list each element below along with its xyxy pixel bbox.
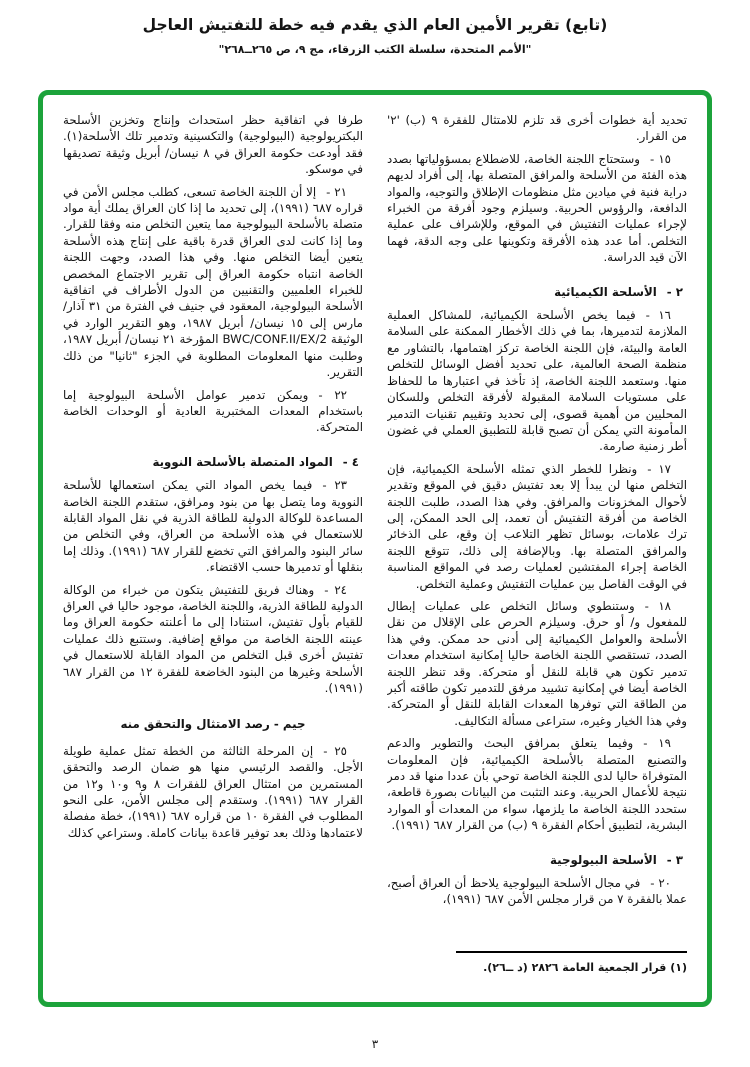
footnote-separator-rule bbox=[456, 951, 687, 953]
paragraph-text: وهناك فريق للتفتيش يتكون من خبراء من الوكالة الدولية للطاقة الذرية، واللجنة الخاصة، موجود حاليا في العراق للقيام بأول تفتيش، استنادا إلى ما أعلنته حكومة العراق وما عينته اللجنة الخاصة من مواقع إضافية. وستتبع ذلك عمليات تفتيش أخرى قبل التخلص من المواد القابلة للاستعمال في الأسلحة وغيرها من البنود الخاضعة للفقرة ١٢ من القرار ٦٨٧ (١٩٩١). bbox=[63, 582, 363, 695]
heading-text: الأسلحة الكيميائية bbox=[554, 284, 657, 299]
paragraph-number: ١٧ - bbox=[647, 461, 671, 476]
paragraph-number: ٢١ - bbox=[326, 184, 347, 199]
paragraph-text: ونظرا للخطر الذي تمثله الأسلحة الكيميائية، فإن التخلص منها لن يبدأ إلا بعد تفتيش دقيق في الموقع وتقدير لأحوال المخزونات والمرافق. وفي هذا الصدد، طلبت اللجنة الخاصة من أفرقة التفتيش أن تعمد، إلى الحد الممكن، إلى ترك علامات، بوسائل تظهر التلاعب إن وقع، على الذخائر والمرافق المتصلة بها. وبالإضافة إلى ذلك، تتوقع اللجنة الخاصة إجراء المفتشين لعمليات رصد في المواقع المناسبة في الوقت الفاصل بين عمليات التفتيش وعملية التخلص. bbox=[387, 461, 687, 591]
paragraph-22 bbox=[63, 387, 363, 436]
heading-text: الأسلحة البيولوجية bbox=[549, 852, 657, 867]
document-subtitle: "الأمم المتحدة، سلسلة الكتب الزرقاء، مج ٩، ص ٢٦٥ــ٢٦٨" bbox=[218, 43, 532, 56]
paragraph-number: ١٩ - bbox=[643, 736, 671, 751]
green-content-frame bbox=[38, 90, 712, 1007]
paragraph-text: إلا أن اللجنة الخاصة تسعى، كطلب مجلس الأمن في قراره ٦٨٧ (١٩٩١)، إلى تحديد ما إذا كان العراق يملك أية مواد متصلة بالأسلحة البيولوجية مما يتعين التخلص منه وفقا للقرار. وما إذا كانت لدى العراق قدرة باقية على إنتاج هذه الأسلحة يتعين أيضا التخلص منها. وفي هذا الصدد، وجهت اللجنة الخاصة انتباه حكومة العراق إلى تقرير الاجتماع المخصص للخبراء العلميين والتقنيين من الدول الأطراف في اتفاقية الأسلحة البيولوجية، المعقود في جنيف في الفترة من ٣١ آذار/ مارس إلى ١٥ نيسان/ أبريل ١٩٨٧، وهو التقرير الوارد في الوثيقة BWC/CONF.II/EX/2 المؤرخة ٢١ نيسان/ أبريل ١٩٨٧، وطلبت منها المعلومات المطلوبة في الجزء "ثانيا" من ذلك التقرير. bbox=[63, 184, 363, 380]
section-heading-compliance-monitoring: جيم - رصد الامتثال والتحقق منه bbox=[120, 717, 306, 732]
paragraph-17 bbox=[387, 461, 687, 592]
paragraph-18 bbox=[387, 598, 687, 729]
paragraph-number: ٢٤ - bbox=[324, 582, 347, 597]
paragraph-text: ويمكن تدمير عوامل الأسلحة البيولوجية إما باستخدام المعدات المختبرية العادية أو الوحدات الخاصة المتحركة. bbox=[63, 387, 363, 435]
paragraph-text: في مجال الأسلحة البيولوجية يلاحظ أن العراق أصبح، عملا بالفقرة ٧ من قرار مجلس الأمن ٦٨٧ (١٩٩١)، bbox=[387, 876, 687, 907]
paragraph-text: وستنطوي وسائل التخلص على عمليات إبطال للمفعول و/ أو حرق. وسيلزم الحرص على الإقلال من نقل الأسلحة والعوامل الكيميائية إلى أدنى حد ممكن. وفي هذا الصدد، تستقصي اللجنة الخاصة حاليا إمكانية استخدام معدات تدمير تكون هي قابلة للنقل أو متحركة. وقد تنظر اللجنة الخاصة أيضا في إمكانية تشييد مرفق للتدمير تكون طاقته أكبر من الطاقة التي توفرها المعدات القابلة للنقل أو المتحركة. وفي هذا الخيار وغيره، ستراعى مسألة التكاليف. bbox=[387, 598, 687, 728]
paragraph-text: إن المرحلة الثالثة من الخطة تمثل عملية طويلة الأجل. والقصد الرئيسي منها هو ضمان الرصد والتحقق المستمرين من امتثال العراق للفقرات ٨ و٩ و١٠ و١٢ من القرار ٦٨٧ (١٩٩١). وستقدم إلى مجلس الأمن، على النحو المطلوب في الفقرة ١٠ من قراره ٦٨٧ (١٩٩١)، خطة مفصلة لاعتمادها وذلك بعد توفير قاعدة بيانات كاملة. وستراعي كذلك bbox=[63, 743, 363, 840]
paragraph-number: ١٨ - bbox=[644, 598, 671, 613]
column-spacer bbox=[387, 914, 687, 951]
heading-number: ٤ - bbox=[342, 454, 359, 469]
footnote-block bbox=[387, 951, 687, 976]
column-right bbox=[387, 112, 687, 988]
page-number: ٣ bbox=[371, 1037, 379, 1051]
paragraph-15 bbox=[387, 151, 687, 266]
paragraph-19 bbox=[387, 735, 687, 833]
paragraph-text: وستحتاج اللجنة الخاصة، للاضطلاع بمسؤولياتها بصدد هذه الفئة من الأسلحة والمرافق المتصلة بها، إلى أفراد لديهم دراية فنية في ميادين مثل منظومات الإطلاق والتوجيه، والمواد الدافعة، والرؤوس الحربية. وسيلزم وجود أفرقة من الخبراء لإجراء عمليات التفتيش في الموقع، وللإشراف على عملية التخلص. أما عدد هذه الأفرقة وتكوينها على وجه الدقة، فهما الآن قيد الدراسة. bbox=[387, 151, 687, 265]
paragraph-continued-14: تحديد أية خطوات أخرى قد تلزم للامتثال للفقرة ٩ (ب) '٢' من القرار. bbox=[387, 113, 687, 144]
paragraph-24 bbox=[63, 582, 363, 697]
heading-number: ٣ - bbox=[666, 852, 683, 867]
paragraph-text: فيما يخص المواد التي يمكن استعمالها للأسلحة النووية وما يتصل بها من بنود ومرافق، ستقدم اللجنة الخاصة المساعدة للوكالة الدولية للطاقة الذرية في نقل المواد القابلة للاستعمال في هذه الأسلحة من العراق، وفي التخلص من سائر البنود والمرافق التي تخضع للقرار ٦٨٧ (١٩٩١). وذلك إما بنقلها أو تدميرها حسب الاقتضاء. bbox=[63, 478, 363, 575]
section-heading-nuclear-materials bbox=[63, 454, 363, 470]
paragraph-23 bbox=[63, 477, 363, 575]
paragraph-continued-20: طرفا في اتفاقية حظر استحداث وإنتاج وتخزين الأسلحة البكتريولوجية (البيولوجية) والتكسينية وتدمير تلك الأسلحة(١). فقد أودعت حكومة العراق في ٨ نيسان/ أبريل وثيقة تصديقها في موسكو. bbox=[63, 113, 363, 177]
page-header bbox=[0, 16, 750, 56]
paragraph-21 bbox=[63, 184, 363, 381]
paragraph-number: ٢٠ - bbox=[650, 876, 671, 891]
document-title: (تابع) تقرير الأمين العام الذي يقدم فيه خطة للتفتيش العاجل bbox=[142, 16, 608, 34]
column-left bbox=[63, 112, 363, 988]
paragraph-text: وفيما يتعلق بمرافق البحث والتطوير والدعم والتصنيع المتصلة بالأسلحة الكيميائية، فإن المعلومات المتوفراة حاليا لدى اللجنة الخاصة توحي بأن عددا منها قد دمر نتيجة للأعمال الحربية. وعند التثبت من البيانات بصورة قاطعة، ستحدد اللجنة الخاصة ما يلزمها، سواء من المعدات أو الموارد البشرية، لتطبيق أحكام الفقرة ٩ (ب) من القرار ٦٨٧ (١٩٩١). bbox=[387, 736, 687, 833]
section-heading-chemical-weapons bbox=[387, 284, 687, 300]
paragraph-number: ١٥ - bbox=[650, 151, 671, 166]
heading-number: ٢ - bbox=[666, 284, 683, 299]
paragraph-number: ٢٥ - bbox=[323, 743, 348, 758]
paragraph-text: فيما يخص الأسلحة الكيميائية، للمشاكل العملية الملازمة لتدميرها، بما في ذلك الأخطار الممكنة على السلامة العامة والبيئة، فإن اللجنة الخاصة تركز اهتمامها، بالتشاور مع منظمة الصحة العالمية، على تحديد أفضل الوسائل للتخلص منها. وستعمد اللجنة الخاصة، إذ تأخذ في اعتبارها ما للحفاظ على مستويات السلامة المقبولة لأفرقة التخلص وللسكان المحليين من أهمية قصوى، إلى تحديد وتقييم تقنيات التدمير المأمونة التي يمكن أن تصبح قابلة للتطبيق العملي في غضون أطر زمنية صارمة. bbox=[387, 308, 687, 454]
paragraph-20 bbox=[387, 875, 687, 908]
paragraph-number: ٢٣ - bbox=[322, 478, 347, 493]
heading-text: المواد المتصلة بالأسلحة النووية bbox=[152, 454, 333, 469]
section-heading-biological-weapons bbox=[387, 852, 687, 868]
paragraph-number: ١٦ - bbox=[645, 308, 671, 323]
paragraph-25 bbox=[63, 743, 363, 841]
paragraph-16 bbox=[387, 307, 687, 455]
paragraph-number: ٢٢ - bbox=[318, 387, 347, 402]
footnote-text: (١) قرار الجمعية العامة ٢٨٢٦ (د ــ٢٦). bbox=[483, 960, 687, 974]
